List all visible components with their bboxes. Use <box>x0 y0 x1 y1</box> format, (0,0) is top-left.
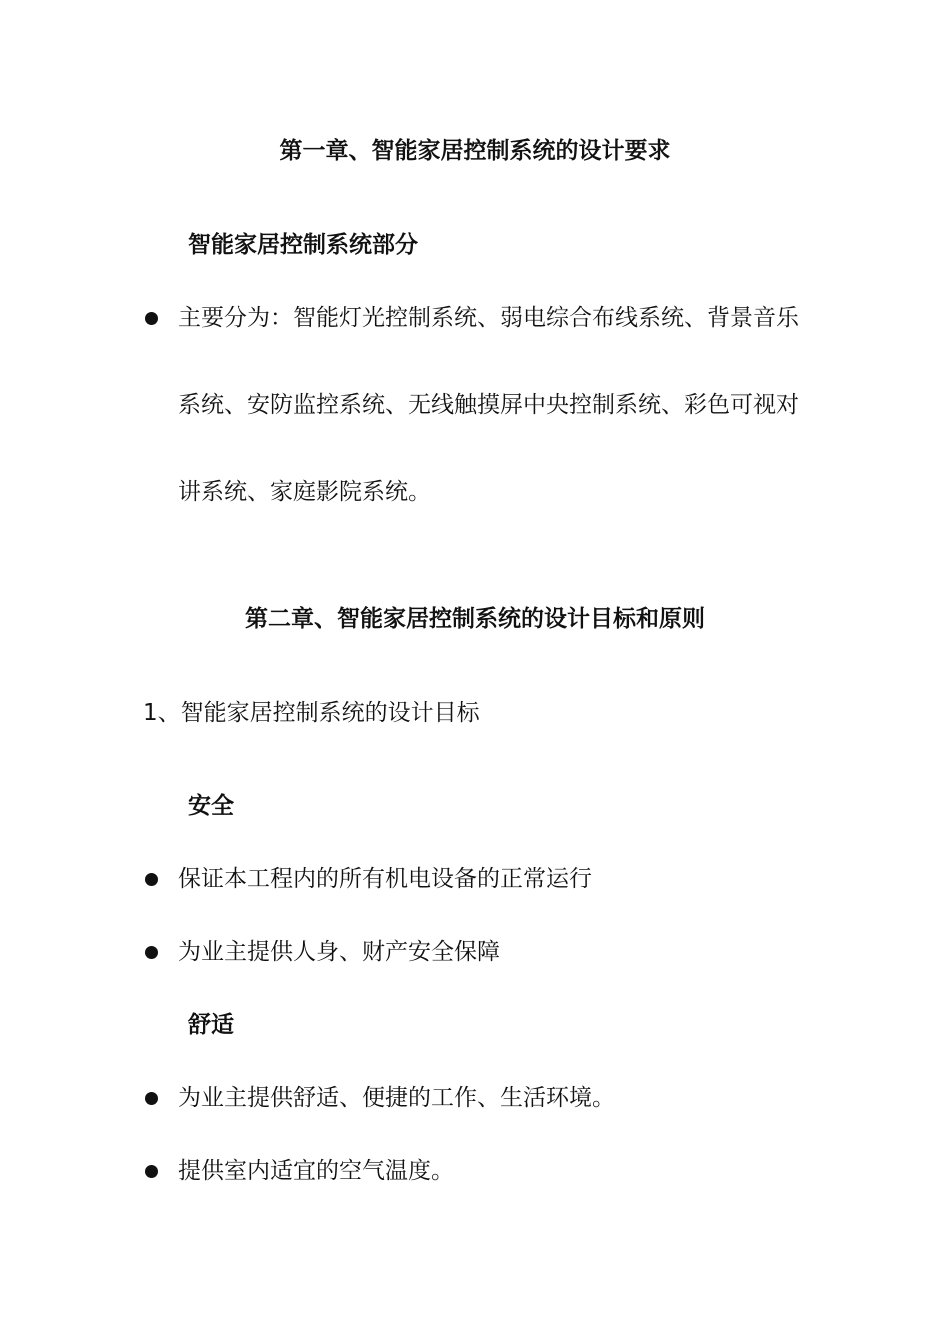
comfort-item-1: 为业主提供舒适、便捷的工作、生活环境。 <box>178 1085 615 1111</box>
chapter-2-title: 第二章、智能家居控制系统的设计目标和原则 <box>245 606 705 632</box>
chapter-1-title: 第一章、智能家居控制系统的设计要求 <box>279 138 671 164</box>
safety-item-1: 保证本工程内的所有机电设备的正常运行 <box>178 866 592 892</box>
safety-heading: 安全 <box>188 793 234 819</box>
bullet-icon <box>145 1092 158 1105</box>
section-heading-smart-home-control: 智能家居控制系统部分 <box>188 232 418 258</box>
bullet-icon <box>145 1165 158 1178</box>
comfort-heading: 舒适 <box>188 1012 234 1038</box>
bullet-icon <box>145 946 158 959</box>
bullet-icon <box>145 873 158 886</box>
bullet-text-main-systems: 主要分为：智能灯光控制系统、弱电综合布线系统、背景音乐系统、安防监控系统、无线触摸屏中央控制系统、彩色可视对讲系统、家庭影院系统。 <box>178 305 799 505</box>
bullet-icon <box>145 312 158 325</box>
safety-item-2: 为业主提供人身、财产安全保障 <box>178 939 500 965</box>
design-goal-heading: 1、智能家居控制系统的设计目标 <box>143 700 480 726</box>
comfort-item-2: 提供室内适宜的空气温度。 <box>178 1158 454 1184</box>
